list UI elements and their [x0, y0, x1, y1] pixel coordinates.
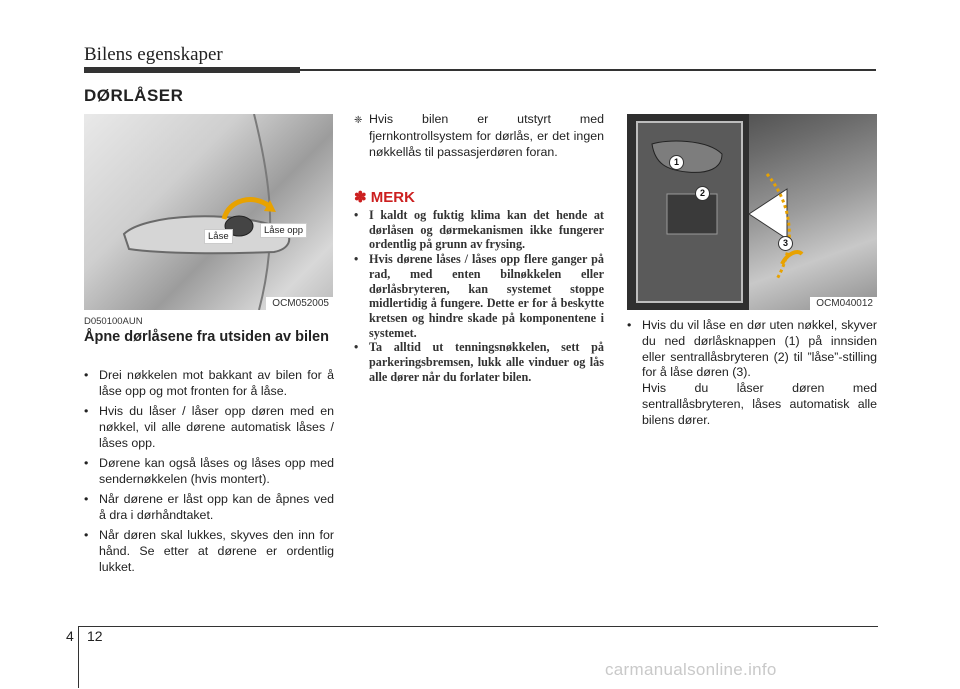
figure-code: OCM040012: [810, 297, 877, 310]
running-header: Bilens egenskaper: [84, 44, 223, 65]
chapter-number: 4: [66, 628, 74, 644]
note-text: Hvis bilen er utstyrt med fjernkontrollsystem for dørlås, er det ingen nøkkellås til passasjerdøren foran.: [369, 112, 604, 159]
list-item: • Ta alltid ut tenningsnøkkelen, sett på parkeringsbremsen, lukk alle vinduer og lås alle dører når du forlater bilen.: [354, 340, 604, 384]
header-accent-bar: [84, 67, 300, 73]
badge-3: 3: [778, 236, 793, 251]
merk-list: [354, 208, 604, 384]
section-title: DØRLÅSER: [84, 86, 184, 105]
door-handle-illustration: [84, 114, 333, 310]
figure-code: OCM052005: [266, 297, 333, 310]
document-id: D050100AUN: [84, 316, 143, 327]
badge-1: 1: [669, 155, 684, 170]
badge-2: 2: [695, 186, 710, 201]
list-item: • Når døren skal lukkes, skyves den inn for hånd. Se etter at dørene er ordentlig lukket.: [84, 528, 334, 575]
watermark: carmanualsonline.info: [605, 660, 777, 679]
footer-divider: [78, 626, 79, 688]
note-icon: ❈: [354, 115, 363, 126]
list-item: • Drei nøkkelen mot bakkant av bilen for å låse opp og mot fronten for å låse.: [84, 368, 334, 400]
door-handle-photo: [84, 114, 333, 310]
header-rule: [300, 69, 876, 71]
interior-door-photo: [627, 114, 877, 310]
list-item: • I kaldt og fuktig klima kan det hende at dørlåsen og dørmekanismen ikke fungerer ordentlig på grunn av frysing.: [354, 208, 604, 252]
list-item: • Dørene kan også låses og låses opp med sendernøkkelen (hvis montert).: [84, 456, 334, 488]
footer-rule: [78, 626, 878, 627]
interior-lock-list: [627, 318, 877, 386]
lock-label: Låse: [204, 229, 233, 244]
list-item: • Hvis du låser / låser opp døren med en nøkkel, vil alle dørene automatisk låses / låses opp.: [84, 404, 334, 451]
list-item: • Hvis dørene låses / låses opp flere ganger på rad, med enten bilnøkkelen eller dørlåsbryteren, kan systemet stoppe midlertidig å fungere. Dette er for å beskytte kretsen og hindre skade på komponentene i systemet.: [354, 252, 604, 340]
unlock-label: Låse opp: [260, 223, 307, 238]
list-item: • Når dørene er låst opp kan de åpnes ved å dra i dørhåndtaket.: [84, 492, 334, 524]
page-number: 12: [87, 628, 103, 644]
central-lock-paragraph: Hvis du låser døren med sentrallåsbryteren, låses automatisk alle bilens dører.: [642, 381, 877, 427]
subheading: Åpne dørlåsene fra utsiden av bilen: [84, 329, 329, 345]
merk-title: ✽ MERK: [354, 189, 415, 206]
interior-door-illustration: [627, 114, 877, 310]
remote-note: [354, 112, 604, 160]
list-item: • Hvis du vil låse en dør uten nøkkel, skyver du ned dørlåsknappen (1) på innsiden eller sentrallåsbryteren (2) til ”låse”-stilling for å låse døren (3).: [627, 318, 877, 381]
instructions-list: [84, 368, 334, 580]
